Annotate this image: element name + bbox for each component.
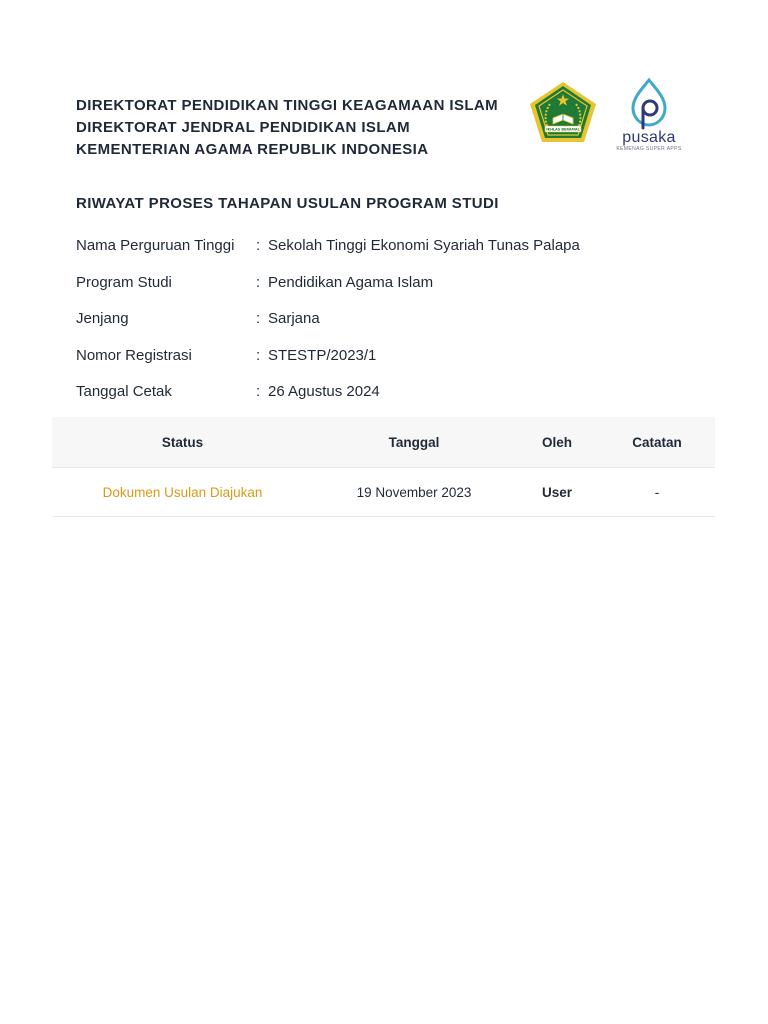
info-row-registration-number <box>76 346 696 383</box>
info-value: 26 Agustus 2024 <box>268 383 380 400</box>
column-header-notes: Catatan <box>599 417 715 468</box>
info-label: Jenjang <box>76 310 129 327</box>
info-row-print-date <box>76 382 696 419</box>
pusaka-logo <box>614 78 684 156</box>
info-label: Tanggal Cetak <box>76 383 172 400</box>
info-colon: : <box>256 346 261 364</box>
pusaka-logo-icon <box>627 78 671 130</box>
cell-date: 19 November 2023 <box>313 468 515 517</box>
cell-status <box>52 468 313 517</box>
header-line-directorate: DIREKTORAT PENDIDIKAN TINGGI KEAGAMAAN ISLAM <box>76 97 499 114</box>
svg-text:IKHLAS BERAMAL: IKHLAS BERAMAL <box>546 127 580 132</box>
info-list <box>76 236 696 419</box>
info-label: Nama Perguruan Tinggi <box>76 237 235 254</box>
info-colon: : <box>256 273 261 291</box>
info-value: Pendidikan Agama Islam <box>268 273 434 291</box>
pusaka-wordmark: pusaka <box>622 129 676 146</box>
info-value: Sekolah Tinggi Ekonomi Syariah Tunas Palapa <box>268 237 580 254</box>
kemenag-emblem-icon <box>528 80 598 144</box>
table-header-row <box>52 417 715 468</box>
column-header-status: Status <box>52 417 313 468</box>
info-row-study-program <box>76 273 696 310</box>
info-colon: : <box>256 310 261 327</box>
info-colon: : <box>256 237 261 254</box>
info-row-institution <box>76 236 696 273</box>
status-text: Dokumen Usulan Diajukan <box>102 484 263 500</box>
info-label: Program Studi <box>76 273 172 291</box>
column-header-date: Tanggal <box>313 417 515 468</box>
info-label: Nomor Registrasi <box>76 346 192 364</box>
document-title: RIWAYAT PROSES TAHAPAN USULAN PROGRAM STUDI <box>76 195 499 212</box>
history-table <box>52 417 715 517</box>
header-line-directorate-general: DIREKTORAT JENDRAL PENDIDIKAN ISLAM <box>76 119 411 136</box>
cell-by <box>515 468 599 517</box>
info-value: STESTP/2023/1 <box>268 346 377 364</box>
cell-notes: - <box>599 468 715 517</box>
table-row <box>52 468 715 517</box>
column-header-by: Oleh <box>515 417 599 468</box>
info-value: Sarjana <box>268 310 320 327</box>
header-line-ministry: KEMENTERIAN AGAMA REPUBLIK INDONESIA <box>76 141 429 158</box>
document-header <box>76 92 696 162</box>
info-colon: : <box>256 383 261 400</box>
info-row-level <box>76 309 696 346</box>
by-text: User <box>541 484 573 500</box>
pusaka-tagline: KEMENAG SUPER APPS <box>616 146 682 152</box>
header-lines <box>76 95 498 161</box>
